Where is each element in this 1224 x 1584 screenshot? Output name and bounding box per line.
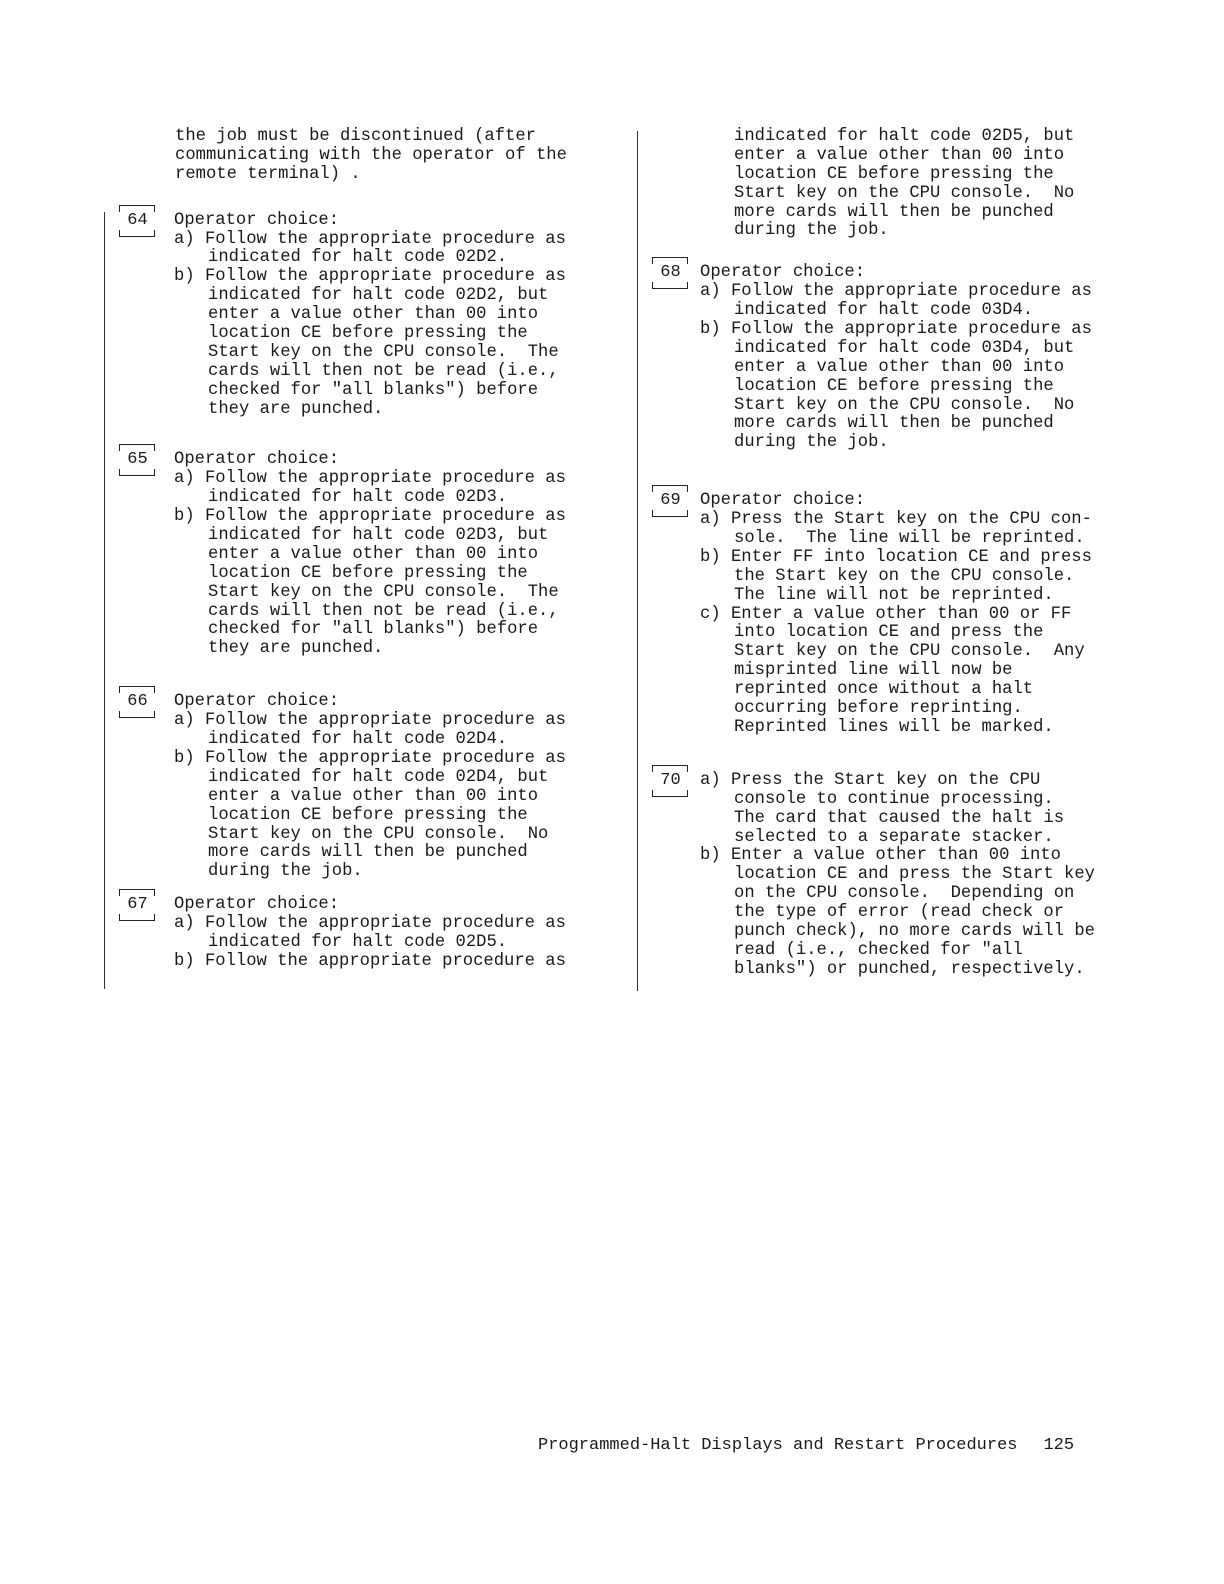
intro-line: during the job. (734, 221, 889, 241)
choice-text: misprinted line will now be (734, 661, 1013, 681)
entry-number: 67 (127, 895, 148, 915)
choice-text: indicated for halt code 03D4. (734, 301, 1034, 321)
choice-item: b) Enter FF into location CE and press (700, 547, 1092, 567)
choice-text: indicated for halt code 02D3, but (208, 526, 549, 546)
entry-67 (105, 896, 625, 972)
choice-text: cards will then not be read (i.e., (208, 601, 559, 621)
choice-item: a) Press the Start key on the CPU (700, 770, 1041, 790)
intro-line: enter a value other than 00 into (734, 145, 1065, 165)
entry-64 (105, 212, 625, 420)
choice-text: the type of error (read check or (734, 903, 1065, 923)
choice-text: indicated for halt code 02D4, but (208, 767, 549, 787)
intro-line: more cards will then be punched (734, 202, 1054, 222)
choice-text: indicated for halt code 03D4, but (734, 338, 1075, 358)
entry-number-box (652, 264, 688, 298)
choice-text: enter a value other than 00 into (208, 305, 539, 325)
choice-text: location CE and press the Start key (734, 865, 1095, 885)
entry-number-box (119, 896, 155, 930)
choice-text: during the job. (734, 433, 889, 453)
entry-heading: Operator choice: (174, 210, 340, 230)
entry-heading: Operator choice: (174, 692, 340, 712)
entry-number-box (652, 772, 688, 806)
choice-text: enter a value other than 00 into (208, 786, 539, 806)
choice-item: b) Follow the appropriate procedure as (174, 748, 566, 768)
choice-text: more cards will then be punched (734, 414, 1054, 434)
entry-number-box (652, 492, 688, 526)
entry-68 (638, 264, 1158, 453)
entry-number: 64 (127, 210, 148, 230)
left-column (105, 128, 625, 972)
choice-text: location CE before pressing the (208, 324, 528, 344)
choice-text: read (i.e., checked for "all (734, 940, 1023, 960)
choice-text: Reprinted lines will be marked. (734, 717, 1054, 737)
entry-69 (638, 492, 1158, 738)
entry-number-box (119, 693, 155, 727)
choice-text: Start key on the CPU console. The (208, 582, 559, 602)
choice-text: checked for "all blanks") before (208, 380, 539, 400)
choice-item: a) Follow the appropriate procedure as (174, 711, 566, 731)
choice-text: The line will not be reprinted. (734, 585, 1054, 605)
choice-text: location CE before pressing the (208, 563, 528, 583)
choice-text: Start key on the CPU console. Any (734, 642, 1085, 662)
entry-heading: Operator choice: (700, 263, 866, 283)
choice-text: they are punched. (208, 399, 384, 419)
choice-text: during the job. (208, 862, 363, 882)
choice-text: indicated for halt code 02D2. (208, 248, 508, 268)
entry-66 (105, 693, 625, 882)
entry-number: 65 (127, 450, 148, 470)
choice-text: they are punched. (208, 639, 384, 659)
choice-text: The card that caused the halt is (734, 808, 1065, 828)
page-number: 125 (1043, 1436, 1075, 1455)
choice-text: location CE before pressing the (734, 376, 1054, 396)
choice-text: occurring before reprinting. (734, 699, 1023, 719)
entry-heading: Operator choice: (174, 450, 340, 470)
choice-item: b) Follow the appropriate procedure as (700, 320, 1092, 340)
entry-heading: Operator choice: (700, 491, 866, 511)
choice-text: location CE before pressing the (208, 805, 528, 825)
choice-item: c) Enter a value other than 00 or FF (700, 604, 1072, 624)
choice-item: b) Follow the appropriate procedure as (174, 951, 566, 971)
entry-number: 70 (660, 770, 681, 790)
choice-text: indicated for halt code 02D4. (208, 730, 508, 750)
choice-item: a) Follow the appropriate procedure as (700, 282, 1092, 302)
choice-text: more cards will then be punched (208, 843, 528, 863)
intro-line: the job must be discontinued (after (175, 127, 536, 146)
choice-item: a) Follow the appropriate procedure as (174, 469, 566, 489)
entry-number: 68 (660, 263, 681, 283)
entry-number-box (119, 212, 155, 246)
choice-text: reprinted once without a halt (734, 680, 1034, 700)
choice-text: selected to a separate stacker. (734, 827, 1054, 847)
footer-title: Programmed-Halt Displays and Restart Procedures (538, 1436, 1018, 1455)
choice-text: indicated for halt code 02D3. (208, 488, 508, 508)
choice-text: cards will then not be read (i.e., (208, 361, 559, 381)
entry-65 (105, 451, 625, 659)
entry-number: 69 (660, 491, 681, 511)
choice-item: b) Enter a value other than 00 into (700, 846, 1061, 866)
choice-text: console to continue processing. (734, 789, 1054, 809)
choice-text: sole. The line will be reprinted. (734, 529, 1085, 549)
choice-item: b) Follow the appropriate procedure as (174, 267, 566, 287)
right-intro (638, 128, 1158, 241)
choice-text: on the CPU console. Depending on (734, 884, 1075, 904)
entry-number: 66 (127, 692, 148, 712)
choice-text: blanks") or punched, respectively. (734, 959, 1085, 979)
choice-text: punch check), no more cards will be (734, 921, 1095, 941)
choice-text: into location CE and press the (734, 623, 1044, 643)
intro-line: Start key on the CPU console. No (734, 183, 1075, 203)
intro-line: location CE before pressing the (734, 164, 1054, 184)
choice-item: a) Press the Start key on the CPU con- (700, 510, 1092, 530)
right-column (638, 128, 1158, 980)
page-footer (538, 1436, 1074, 1455)
choice-item: b) Follow the appropriate procedure as (174, 507, 566, 527)
choice-text: checked for "all blanks") before (208, 620, 539, 640)
choice-text: enter a value other than 00 into (734, 357, 1065, 377)
intro-line: remote terminal) . (175, 164, 361, 184)
choice-text: Start key on the CPU console. No (734, 395, 1075, 415)
choice-item: a) Follow the appropriate procedure as (174, 914, 566, 934)
intro-line: indicated for halt code 02D5, but (734, 127, 1075, 146)
entry-number-box (119, 451, 155, 485)
choice-text: Start key on the CPU console. The (208, 342, 559, 362)
intro-line: communicating with the operator of the (175, 145, 567, 165)
choice-item: a) Follow the appropriate procedure as (174, 229, 566, 249)
choice-text: indicated for halt code 02D2, but (208, 286, 549, 306)
choice-text: indicated for halt code 02D5. (208, 932, 508, 952)
left-intro (105, 128, 625, 185)
choice-text: Start key on the CPU console. No (208, 824, 549, 844)
entry-heading: Operator choice: (174, 895, 340, 915)
entry-70 (638, 772, 1158, 980)
choice-text: the Start key on the CPU console. (734, 566, 1075, 586)
choice-text: enter a value other than 00 into (208, 544, 539, 564)
